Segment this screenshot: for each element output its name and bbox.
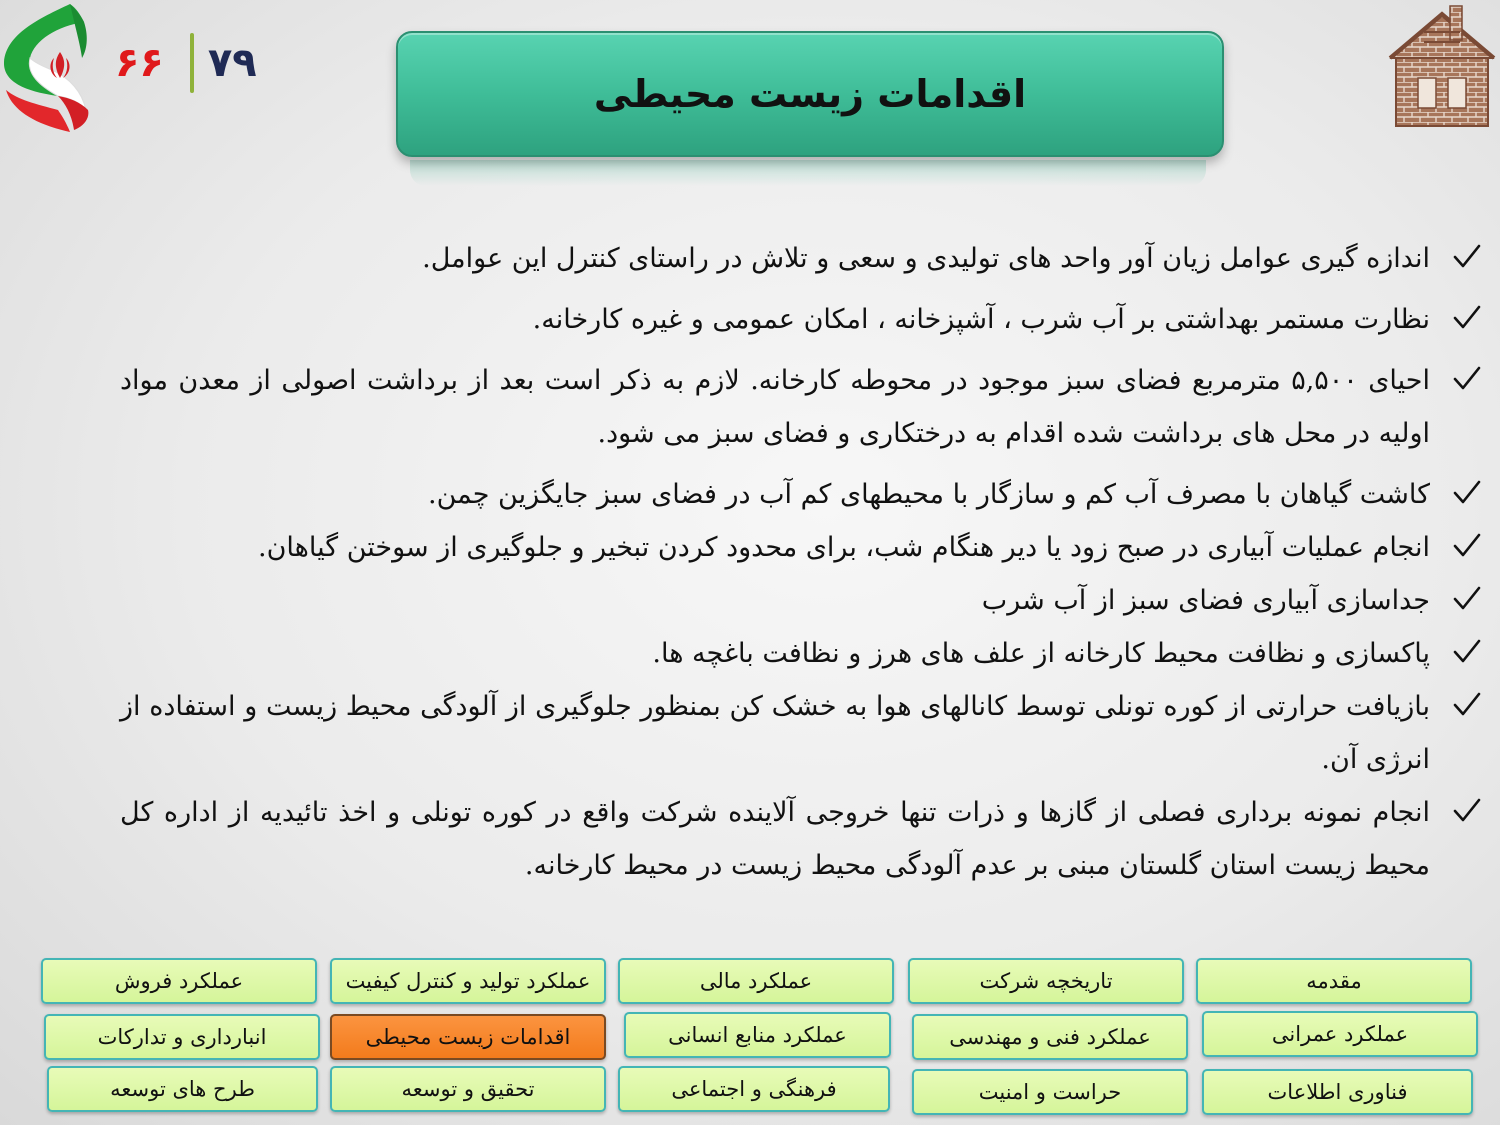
bullet-text: بازیافت حرارتی از کوره تونلی توسط کانالهای هوا به خشک کن بمنظور جلوگیری از آلودگی محیط زیست و استفاده از انرژی آن. <box>120 691 1430 775</box>
nav-button-history[interactable]: تاریخچه شرکت <box>908 958 1184 1004</box>
nav-button-intro[interactable]: مقدمه <box>1196 958 1472 1004</box>
check-icon <box>1452 303 1482 333</box>
title-banner <box>396 31 1224 157</box>
list-item <box>120 468 1482 521</box>
list-item <box>120 627 1482 680</box>
page-title: اقدامات زیست محیطی <box>593 72 1027 116</box>
bullet-list <box>120 232 1482 892</box>
nav-button-sales[interactable]: عملکرد فروش <box>41 958 317 1004</box>
nav-button-production-quality[interactable]: عملکرد تولید و کنترل کیفیت <box>330 958 606 1004</box>
nav-button-technical[interactable]: عملکرد فنی و مهندسی <box>912 1014 1188 1060</box>
nav-button-it[interactable]: فناوری اطلاعات <box>1202 1069 1473 1115</box>
nav-button-hr[interactable]: عملکرد منابع انسانی <box>624 1012 891 1058</box>
list-item <box>120 521 1482 574</box>
bullet-text: جداسازی آبیاری فضای سبز از آب شرب <box>981 585 1430 616</box>
list-item <box>120 293 1482 346</box>
list-item <box>120 574 1482 627</box>
counter-divider <box>190 33 194 93</box>
check-icon <box>1452 531 1482 561</box>
check-icon <box>1452 796 1482 826</box>
list-item <box>120 354 1482 460</box>
page-current: ۶۶ <box>115 40 164 86</box>
check-icon <box>1452 690 1482 720</box>
title-reflection <box>410 160 1206 186</box>
page-counter <box>115 28 257 98</box>
bullet-text: نظارت مستمر بهداشتی بر آب شرب ، آشپزخانه ، امکان عمومی و غیره کارخانه. <box>532 304 1430 335</box>
check-icon <box>1452 637 1482 667</box>
list-item <box>120 786 1482 892</box>
check-icon <box>1452 242 1482 272</box>
page-total: ۷۹ <box>207 40 257 86</box>
list-item <box>120 680 1482 786</box>
nav-button-development[interactable]: طرح های توسعه <box>47 1066 318 1112</box>
iran-flag-emblem-icon <box>0 0 95 135</box>
brick-factory-logo-icon <box>1388 2 1496 128</box>
nav-button-culture[interactable]: فرهنگی و اجتماعی <box>618 1066 890 1112</box>
check-icon <box>1452 478 1482 508</box>
bullet-text: احیای ۵,۵۰۰ مترمربع فضای سبز موجود در محوطه کارخانه. لازم به ذکر است بعد از برداشت اصولی از معدن مواد اولیه در محل های برداشت شده اقدام به درختکاری و فضای سبز می شود. <box>120 365 1430 449</box>
check-icon <box>1452 584 1482 614</box>
nav-button-environment[interactable]: اقدامات زیست محیطی <box>330 1014 606 1060</box>
bullet-text: پاکسازی و نظافت محیط کارخانه از علف های هرز و نظافت باغچه ها. <box>652 638 1430 669</box>
nav-button-construction[interactable]: عملکرد عمرانی <box>1202 1011 1478 1057</box>
nav-button-finance[interactable]: عملکرد مالی <box>618 958 894 1004</box>
check-icon <box>1452 364 1482 394</box>
bullet-text: کاشت گیاهان با مصرف آب کم و سازگار با محیطهای کم آب در فضای سبز جایگزین چمن. <box>428 479 1430 510</box>
nav-button-warehouse[interactable]: انبارداری و تدارکات <box>44 1014 320 1060</box>
bullet-text: اندازه گیری عوامل زیان آور واحد های تولیدی و سعی و تلاش در راستای کنترل این عوامل. <box>422 243 1430 274</box>
bullet-text: انجام عملیات آبیاری در صبح زود یا دیر هنگام شب، برای محدود کردن تبخیر و جلوگیری از سوختن گیاهان. <box>258 532 1430 563</box>
nav-button-research[interactable]: تحقیق و توسعه <box>330 1066 606 1112</box>
bullet-text: انجام نمونه برداری فصلی از گازها و ذرات تنها خروجی آلاینده شرکت واقع در کوره تونلی و اخذ تائیدیه از اداره کل محیط زیست استان گلستان مبنی بر عدم آلودگی محیط زیست در محیط کارخانه. <box>120 797 1430 881</box>
list-item <box>120 232 1482 285</box>
nav-button-security[interactable]: حراست و امنیت <box>912 1069 1188 1115</box>
